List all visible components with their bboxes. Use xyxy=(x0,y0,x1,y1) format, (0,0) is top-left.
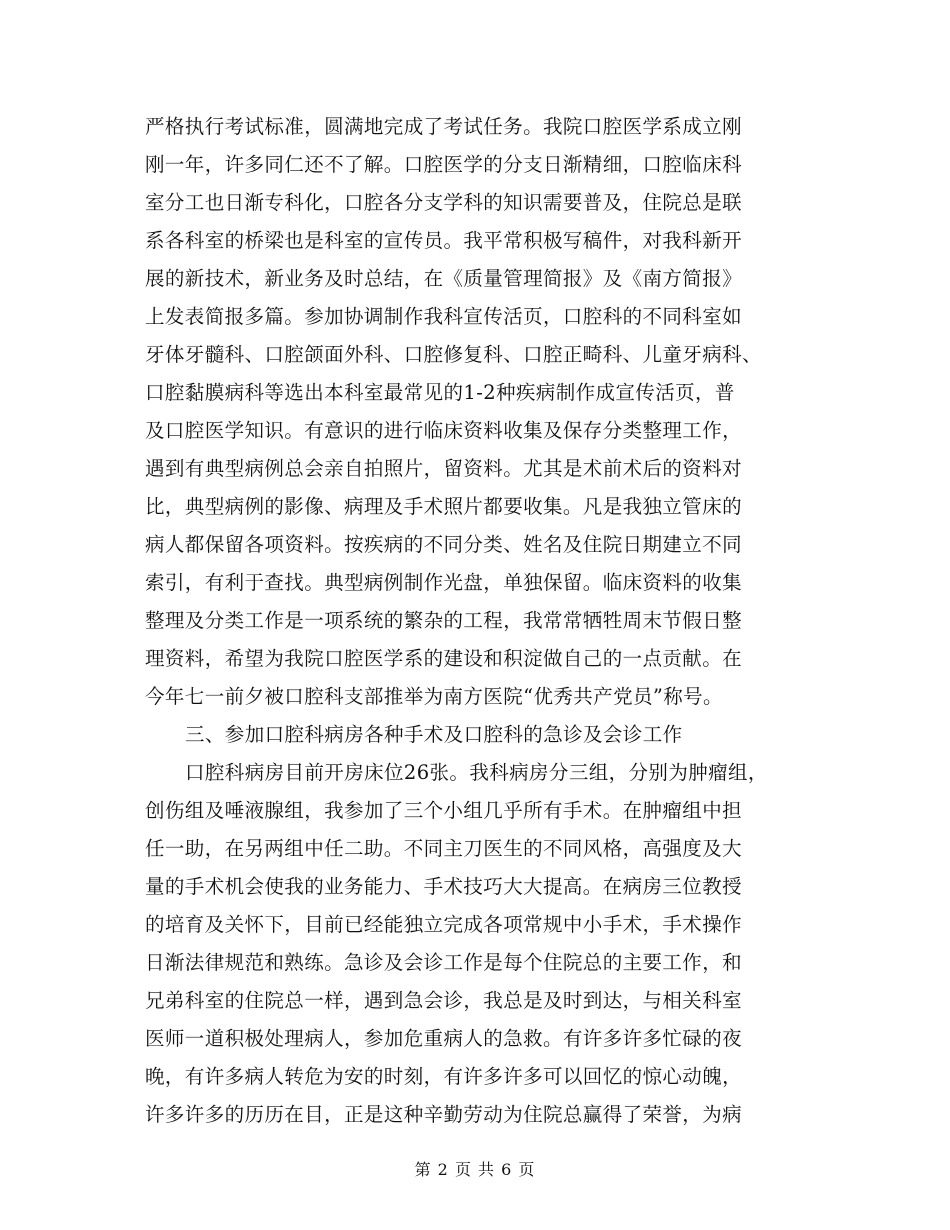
paragraph-line: 严格执行考试标准，圆满地完成了考试任务。我院口腔医学系成立刚 xyxy=(145,115,743,138)
paragraph-line: 兄弟科室的住院总一样，遇到急会诊，我总是及时到达，与相关科室 xyxy=(145,989,743,1012)
paragraph-line: 口腔科病房目前开房床位26张。我科病房分三组，分别为肿瘤组， xyxy=(185,761,768,784)
paragraph-line: 索引，有利于查找。典型病例制作光盘，单独保留。临床资料的收集 xyxy=(145,571,743,594)
paragraph-line: 病人都保留各项资料。按疾病的不同分类、姓名及住院日期建立不同 xyxy=(145,533,743,556)
paragraph-line: 刚一年，许多同仁还不了解。口腔医学的分支日渐精细，口腔临床科 xyxy=(145,153,743,176)
paragraph-line: 及口腔医学知识。有意识的进行临床资料收集及保存分类整理工作， xyxy=(145,419,743,442)
paragraph-line: 遇到有典型病例总会亲自拍照片，留资料。尤其是术前术后的资料对 xyxy=(145,457,743,480)
paragraph-line: 晚，有许多病人转危为安的时刻，有许多许多可以回忆的惊心动魄， xyxy=(145,1065,743,1088)
paragraph-line: 理资料，希望为我院口腔医学系的建设和积淀做自己的一点贡献。在 xyxy=(145,647,743,670)
paragraph-line: 牙体牙髓科、口腔颌面外科、口腔修复科、口腔正畸科、儿童牙病科、 xyxy=(145,343,762,366)
paragraph-line: 口腔黏膜病科等选出本科室最常见的1-2种疾病制作成宣传活页，普 xyxy=(145,381,735,404)
paragraph-line: 展的新技术，新业务及时总结，在《质量管理简报》及《南方简报》 xyxy=(145,267,743,290)
paragraph-line: 室分工也日渐专科化，口腔各分支学科的知识需要普及，住院总是联 xyxy=(145,191,743,214)
paragraph-line: 今年七一前夕被口腔科支部推举为南方医院“优秀共产党员”称号。 xyxy=(145,685,723,708)
paragraph-line: 整理及分类工作是一项系统的繁杂的工程，我常常牺牲周末节假日整 xyxy=(145,609,743,632)
paragraph-line: 创伤组及唾液腺组，我参加了三个小组几乎所有手术。在肿瘤组中担 xyxy=(145,799,743,822)
paragraph-line: 系各科室的桥梁也是科室的宣传员。我平常积极写稿件，对我科新开 xyxy=(145,229,743,252)
section-heading: 三、参加口腔科病房各种手术及口腔科的急诊及会诊工作 xyxy=(185,723,683,746)
paragraph-line: 的培育及关怀下，目前已经能独立完成各项常规中小手术，手术操作 xyxy=(145,913,743,936)
paragraph-line: 医师一道积极处理病人，参加危重病人的急救。有许多许多忙碌的夜 xyxy=(145,1027,743,1050)
paragraph-line: 日渐法律规范和熟练。急诊及会诊工作是每个住院总的主要工作，和 xyxy=(145,951,743,974)
paragraph-line: 上发表简报多篇。参加协调制作我科宣传活页，口腔科的不同科室如 xyxy=(145,305,743,328)
paragraph-line: 任一助，在另两组中任二助。不同主刀医生的不同风格，高强度及大 xyxy=(145,837,743,860)
paragraph-line: 比，典型病例的影像、病理及手术照片都要收集。凡是我独立管床的 xyxy=(145,495,743,518)
paragraph-line: 量的手术机会使我的业务能力、手术技巧大大提高。在病房三位教授 xyxy=(145,875,743,898)
paragraph-line: 许多许多的历历在目，正是这种辛勤劳动为住院总赢得了荣誉，为病 xyxy=(145,1103,743,1126)
page-footer: 第 2 页 共 6 页 xyxy=(414,1160,536,1179)
